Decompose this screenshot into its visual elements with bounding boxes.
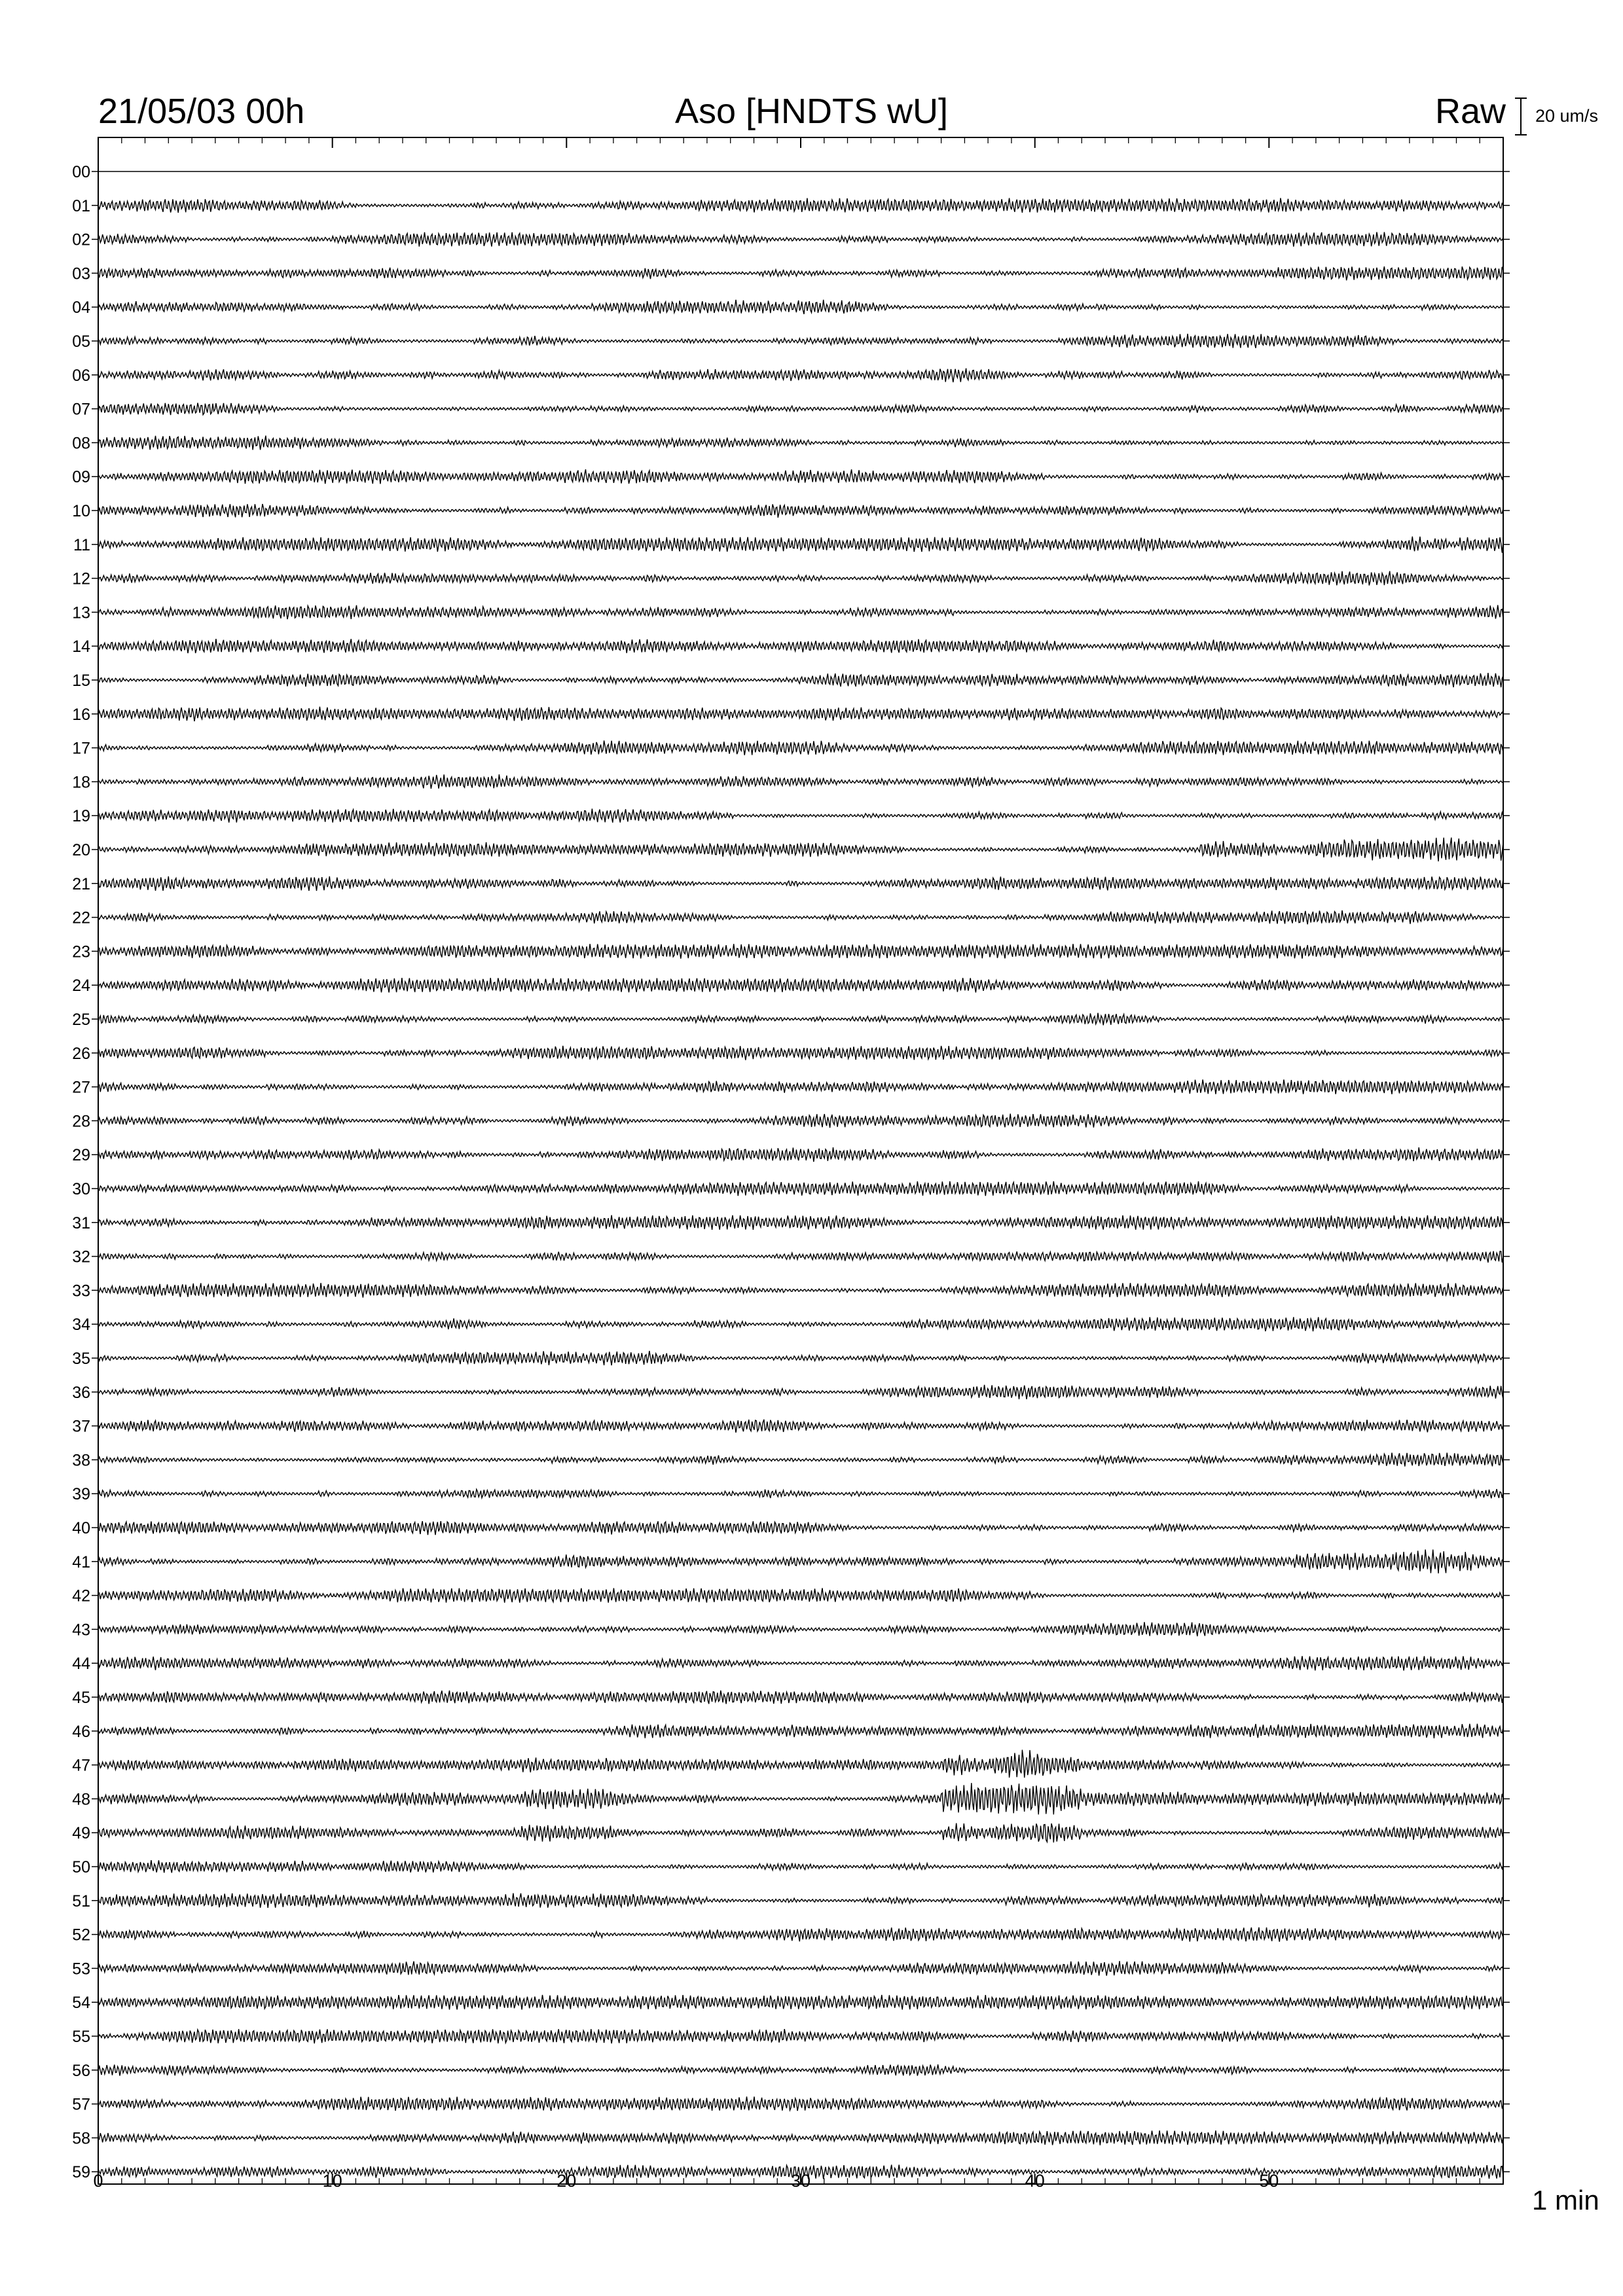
trace-row-19 — [98, 809, 1503, 823]
trace-row-33 — [98, 1283, 1503, 1297]
row-label: 21 — [72, 874, 90, 893]
trace-row-42 — [98, 1588, 1503, 1602]
row-label: 13 — [72, 603, 90, 622]
row-label: 00 — [72, 163, 90, 181]
trace-row-24 — [98, 978, 1503, 992]
row-label: 18 — [72, 773, 90, 792]
plot-frame — [98, 137, 1503, 2184]
row-label: 07 — [72, 400, 90, 419]
row-label: 01 — [72, 196, 90, 215]
trace-row-05 — [98, 334, 1503, 348]
trace-row-55 — [98, 2029, 1503, 2043]
row-label: 47 — [72, 1756, 90, 1775]
trace-row-38 — [98, 1453, 1503, 1467]
trace-row-43 — [98, 1622, 1503, 1636]
trace-row-56 — [98, 2064, 1503, 2075]
row-label: 43 — [72, 1621, 90, 1640]
trace-row-36 — [98, 1385, 1503, 1399]
trace-row-29 — [98, 1147, 1503, 1162]
row-label: 17 — [72, 739, 90, 758]
trace-row-06 — [98, 368, 1503, 382]
row-label: 35 — [72, 1350, 90, 1368]
trace-row-47 — [98, 1750, 1503, 1778]
trace-row-41 — [98, 1550, 1503, 1574]
trace-row-02 — [98, 232, 1503, 247]
trace-row-31 — [98, 1215, 1503, 1230]
x-tick-label: 30 — [790, 2171, 811, 2191]
trace-row-25 — [98, 1013, 1503, 1026]
trace-row-17 — [98, 741, 1503, 755]
row-label: 39 — [72, 1485, 90, 1504]
row-label: 02 — [72, 230, 90, 249]
trace-row-52 — [98, 1928, 1503, 1942]
row-label: 04 — [72, 298, 90, 317]
row-label: 28 — [72, 1112, 90, 1131]
trace-row-49 — [98, 1823, 1503, 1843]
trace-row-32 — [98, 1251, 1503, 1263]
trace-row-39 — [98, 1489, 1503, 1498]
row-label: 54 — [72, 1994, 90, 2013]
row-label: 53 — [72, 1960, 90, 1979]
row-label: 48 — [72, 1790, 90, 1809]
trace-row-48 — [98, 1783, 1503, 1814]
trace-row-10 — [98, 504, 1503, 518]
trace-row-01 — [98, 198, 1503, 213]
row-label: 27 — [72, 1078, 90, 1097]
row-label: 29 — [72, 1146, 90, 1165]
row-label: 33 — [72, 1282, 90, 1300]
trace-row-26 — [98, 1046, 1503, 1060]
trace-row-57 — [98, 2096, 1503, 2111]
trace-row-35 — [98, 1351, 1503, 1365]
trace-row-28 — [98, 1114, 1503, 1128]
row-label: 59 — [72, 2163, 90, 2182]
row-label: 41 — [72, 1552, 90, 1571]
row-label: 20 — [72, 841, 90, 859]
row-label: 12 — [72, 569, 90, 588]
trace-row-07 — [98, 403, 1503, 416]
trace-row-37 — [98, 1420, 1503, 1433]
trace-row-09 — [98, 469, 1503, 484]
row-label: 11 — [73, 535, 90, 554]
trace-row-30 — [98, 1181, 1503, 1196]
trace-row-22 — [98, 910, 1503, 924]
station-title: Aso [HNDTS wU] — [674, 92, 949, 131]
trace-row-51 — [98, 1893, 1503, 1908]
trace-row-40 — [98, 1521, 1503, 1535]
row-label: 14 — [72, 637, 90, 656]
trace-row-20 — [98, 838, 1503, 861]
trace-row-53 — [98, 1961, 1503, 1975]
x-tick-label: 50 — [1259, 2171, 1279, 2191]
row-labels — [72, 163, 90, 2181]
trace-row-13 — [98, 605, 1503, 620]
row-label: 34 — [72, 1316, 90, 1335]
row-label: 52 — [72, 1926, 90, 1945]
traces — [98, 171, 1503, 2179]
row-label: 03 — [72, 264, 90, 283]
trace-row-44 — [98, 1656, 1503, 1670]
trace-row-11 — [98, 537, 1503, 553]
trace-row-03 — [98, 266, 1503, 280]
x-tick-label: 10 — [322, 2171, 342, 2191]
row-label: 55 — [72, 2028, 90, 2046]
trace-row-34 — [98, 1317, 1503, 1331]
row-label: 22 — [72, 908, 90, 927]
trace-row-08 — [98, 436, 1503, 450]
row-label: 49 — [72, 1824, 90, 1843]
row-label: 38 — [72, 1451, 90, 1470]
row-label: 40 — [72, 1519, 90, 1537]
time-unit-label: 1 min — [1532, 2185, 1599, 2215]
row-label: 31 — [72, 1213, 90, 1232]
trace-row-54 — [98, 1995, 1503, 2009]
row-label: 56 — [72, 2061, 90, 2080]
date-hour-label: 21/05/03 00h — [98, 92, 305, 131]
row-label: 37 — [72, 1417, 90, 1436]
trace-row-27 — [98, 1080, 1503, 1094]
row-label: 58 — [72, 2129, 90, 2148]
row-label: 42 — [72, 1587, 90, 1605]
trace-row-14 — [98, 639, 1503, 653]
trace-row-21 — [98, 876, 1503, 891]
mode-label: Raw — [1434, 92, 1506, 131]
x-tick-label: 20 — [556, 2171, 577, 2191]
row-label: 24 — [72, 977, 90, 996]
x-tick-label: 40 — [1025, 2171, 1045, 2191]
row-label: 10 — [72, 502, 90, 520]
trace-row-58 — [98, 2130, 1503, 2145]
row-label: 06 — [72, 366, 90, 385]
row-label: 16 — [72, 705, 90, 724]
trace-row-45 — [98, 1691, 1503, 1704]
row-label: 50 — [72, 1858, 90, 1876]
row-label: 09 — [72, 468, 90, 487]
trace-row-04 — [98, 300, 1503, 314]
row-label: 30 — [72, 1180, 90, 1198]
amplitude-scale-label: 20 um/s — [1535, 106, 1599, 126]
row-label: 45 — [72, 1689, 90, 1707]
minor-ticks — [98, 137, 1503, 2184]
row-label: 57 — [72, 2095, 90, 2114]
row-label: 05 — [72, 332, 90, 351]
row-label: 26 — [72, 1044, 90, 1063]
row-label: 36 — [72, 1383, 90, 1402]
row-label: 19 — [72, 807, 90, 826]
row-label: 44 — [72, 1655, 90, 1674]
row-label: 25 — [72, 1011, 90, 1029]
row-label: 15 — [72, 672, 90, 690]
trace-row-12 — [98, 571, 1503, 586]
trace-row-16 — [98, 707, 1503, 721]
trace-row-18 — [98, 774, 1503, 789]
x-tick-label: 0 — [93, 2171, 103, 2191]
trace-row-46 — [98, 1724, 1503, 1738]
trace-row-23 — [98, 944, 1503, 958]
row-label: 46 — [72, 1722, 90, 1741]
row-label: 08 — [72, 434, 90, 453]
row-label: 51 — [72, 1892, 90, 1910]
trace-row-15 — [98, 673, 1503, 687]
trace-row-50 — [98, 1860, 1503, 1873]
row-label: 32 — [72, 1247, 90, 1266]
row-label: 23 — [72, 942, 90, 961]
